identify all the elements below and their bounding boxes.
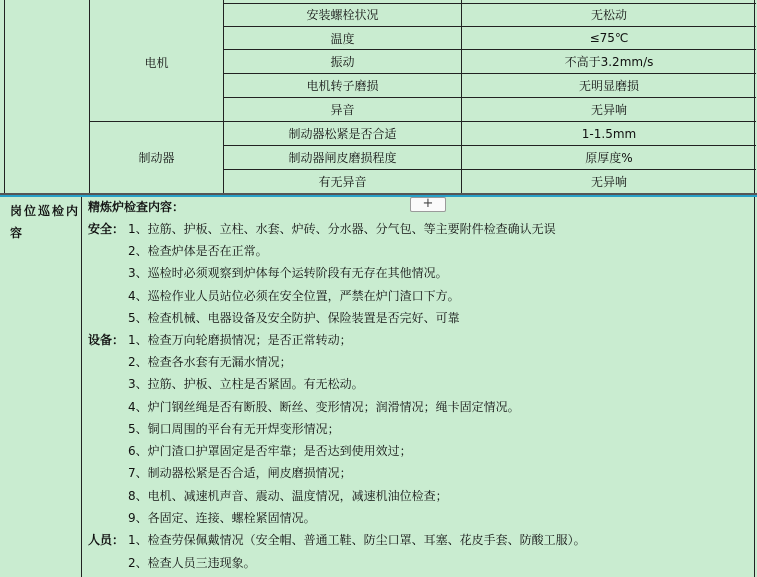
row-item: 有无异音 — [318, 174, 367, 189]
inspection-content — [4, 197, 755, 577]
list-item: 7、制动器松紧是否合适，闸皮磨损情况； — [128, 466, 352, 480]
list-item: 3、巡检时必须观察到炉体每个运转阶段有无存在其他情况。 — [128, 266, 448, 280]
row-item: 温度 — [330, 31, 355, 46]
row-item: 安装螺栓状况 — [306, 8, 379, 22]
inspection-title: 精炼炉检查内容： — [88, 200, 185, 214]
row-item: 异音 — [330, 103, 355, 117]
row-standard: 无异响 — [590, 174, 627, 189]
section-label-equipment: 设备： — [88, 333, 125, 347]
row-standard: ≤75℃ — [589, 31, 629, 45]
list-item: 2、检查各水套有无漏水情况； — [128, 355, 292, 369]
row-standard: 无松动 — [590, 8, 627, 22]
right-border — [754, 197, 755, 577]
row-item: 振动 — [330, 55, 355, 69]
list-item: 8、电机、减速机声音、震动、温度情况，减速机油位检查； — [128, 489, 448, 503]
row-item: 制动器闸皮磨损程度 — [288, 151, 397, 165]
group-label-motor: 电机 — [144, 55, 169, 70]
list-item: 1、拉筋、护板、立柱、水套、炉砖、分水器、分气包、等主要附件检查确认无误 — [128, 222, 556, 236]
list-item: 3、拉筋、护板、立柱是否紧固。有无松动。 — [128, 377, 364, 391]
list-item: 2、检查人员三违现象。 — [128, 556, 256, 570]
row-standard: 不高于3.2mm/s — [564, 55, 654, 69]
list-item: 9、各固定、连接、螺栓紧固情况。 — [128, 511, 316, 525]
left-label-cell — [4, 197, 82, 577]
row-standard: 无异响 — [590, 103, 627, 117]
post-inspection-label: 岗位巡检内容 — [10, 204, 81, 240]
list-item: 6、炉门渣口护罩固定是否牢靠；是否达到使用效过； — [128, 444, 412, 458]
list-item: 5、铜口周围的平台有无开焊变形情况； — [128, 422, 340, 436]
list-item: 4、炉门钢丝绳是否有断股、断丝、变形情况；润滑情况；绳卡固定情况。 — [128, 400, 520, 414]
list-item: 4、巡检作业人员站位必须在安全位置，严禁在炉门渣口下方。 — [128, 289, 460, 303]
section-label-safety: 安全： — [88, 222, 125, 236]
list-item: 1、检查万向轮磨损情况；是否正常转动； — [128, 333, 352, 347]
row-standard: 1-1.5mm — [581, 126, 637, 141]
section-label-personnel: 人员： — [88, 533, 125, 547]
group-label-brake: 制动器 — [138, 150, 175, 165]
row-item: 制动器松紧是否合适 — [288, 127, 397, 141]
add-row-button[interactable]: + — [410, 197, 446, 212]
list-item: 1、检查劳保佩戴情况（安全帽、普通工鞋、防尘口罩、耳塞、花皮手套、防酸工服）。 — [128, 533, 586, 547]
row-standard: 无明显磨损 — [578, 79, 639, 93]
row-item: 电机转子磨损 — [306, 79, 379, 93]
list-item: 2、检查炉体是否在正常。 — [128, 244, 268, 258]
list-item: 5、检查机械、电器设备及安全防护、保险装置是否完好、可靠 — [128, 311, 460, 325]
equipment-check-table — [4, 0, 755, 195]
row-standard: 原厚度% — [585, 151, 633, 165]
